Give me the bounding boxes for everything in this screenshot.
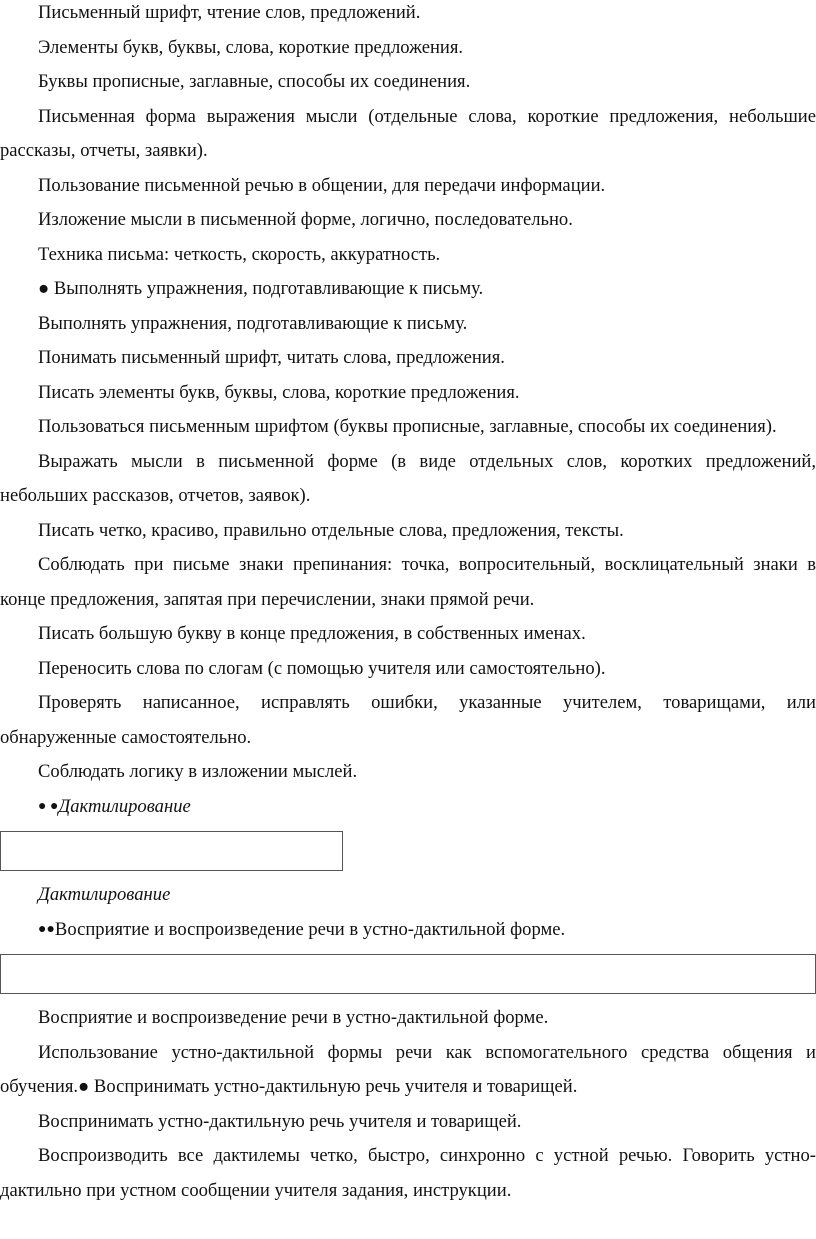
bullet-icon: ●● [38, 921, 55, 937]
paragraph: Выражать мысли в письменной форме (в виде отдельных слов, коротких предложений, небольших рассказов, отчетов, заявок). [0, 450, 816, 506]
paragraph: Соблюдать логику в изложении мыслей. [38, 761, 358, 782]
bullet-paragraph: ● Выполнять упражнения, подготавливающие к письму. [38, 278, 484, 299]
paragraph: Писать элементы букв, буквы, слова, короткие предложения. [38, 381, 520, 403]
section-heading-repeat: Дактилирование [38, 884, 171, 905]
bullet-line-text: Восприятие и воспроизведение речи в устно-дактильной форме. [54, 918, 566, 940]
paragraph: Пользование письменной речью в общении, для передачи информации. [38, 174, 606, 196]
paragraph: Соблюдать при письме знаки препинания: точка, вопросительный, восклицательный знаки в конце предложения, запятая при перечислении, знаки прямой речи. [0, 554, 816, 610]
paragraph: Воспринимать устно-дактильную речь учителя и товарищей. [38, 1110, 522, 1132]
paragraph: Понимать письменный шрифт, читать слова, предложения. [38, 347, 505, 368]
paragraph: Переносить слова по слогам (с помощью учителя или самостоятельно). [38, 657, 606, 679]
paragraph: Буквы прописные, заглавные, способы их соединения. [38, 71, 471, 92]
paragraph: Изложение мысли в письменной форме, логично, последовательно. [38, 209, 573, 230]
paragraph: Выполнять упражнения, подготавливающие к письму. [38, 312, 468, 334]
empty-text-box [0, 831, 343, 871]
heading-text: Дактилирование [58, 795, 191, 817]
paragraph: Воспроизводить все дактилемы четко, быстро, синхронно с устной речью. Говорить устно-дактильно при устном сообщении учителя задания, инструкции. [0, 1145, 816, 1201]
empty-text-box [0, 954, 816, 994]
paragraph: Писать четко, красиво, правильно отдельные слова, предложения, тексты. [38, 519, 624, 541]
paragraph: Проверять написанное, исправлять ошибки, указанные учителем, товарищами, или обнаруженные самостоятельно. [0, 692, 816, 748]
paragraph: Использование устно-дактильной формы речи как вспомогательного средства общения и обучения.● Воспринимать устно-дактильную речь учителя и товарищей. [0, 1041, 816, 1097]
bullet-line [0, 913, 816, 950]
paragraph: Восприятие и воспроизведение речи в устно-дактильной форме. [38, 1007, 549, 1028]
paragraph: Пользоваться письменным шрифтом (буквы прописные, заглавные, способы их соединения). [38, 416, 777, 437]
paragraph: Элементы букв, буквы, слова, короткие предложения. [38, 36, 464, 58]
paragraph: Писать большую букву в конце предложения, в собственных именах. [38, 623, 586, 644]
section-heading [0, 790, 816, 827]
paragraph: Техника письма: четкость, скорость, аккуратность. [38, 243, 441, 265]
bullet-icon: ● ● [38, 798, 59, 814]
paragraph: Письменный шрифт, чтение слов, предложений. [38, 2, 421, 23]
paragraph: Письменная форма выражения мысли (отдельные слова, короткие предложения, небольшие рассказы, отчеты, заявки). [0, 105, 816, 161]
